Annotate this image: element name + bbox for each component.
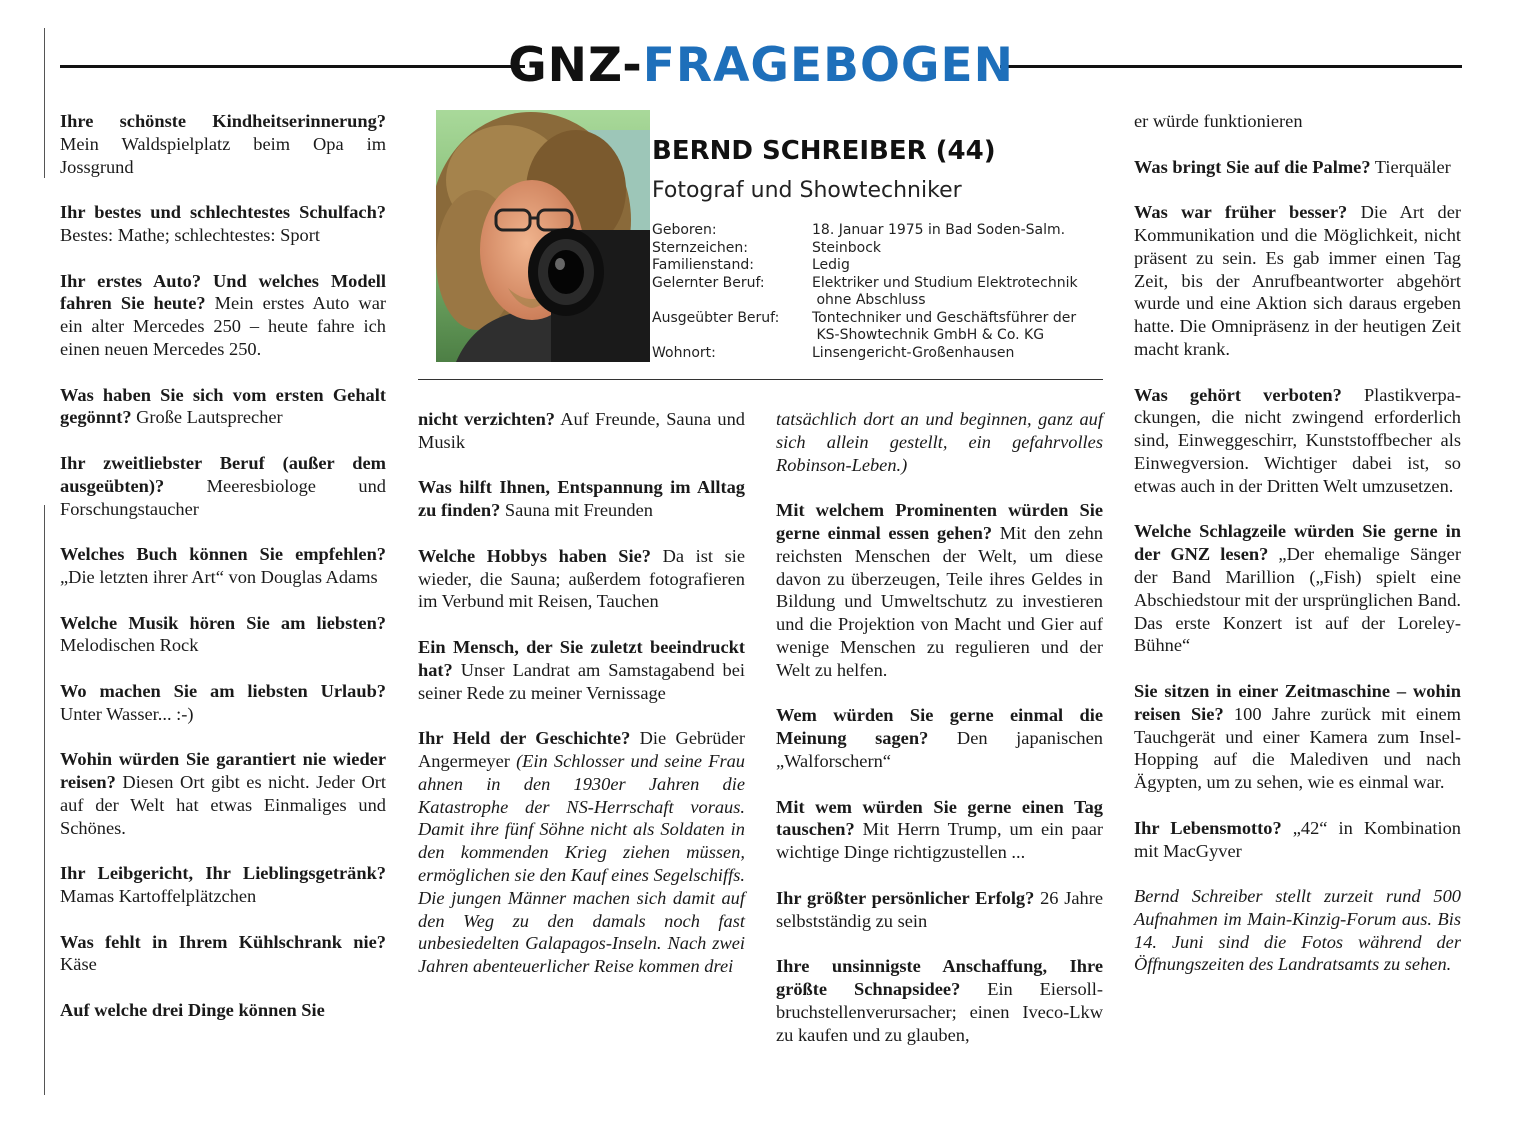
question-text: Ihr größter persönlicher Erfolg? <box>776 887 1035 908</box>
qa-paragraph <box>60 384 386 430</box>
question-text: Was gehört verboten? <box>1134 384 1342 405</box>
italic-text: (Ein Schlosser und seine Frau ahnen in den 1930er Jahren die Katastrophe der NS-Herrschaft voraus. Damit ihre fünf Söhne nicht als Soldaten in den kommenden Krieg ziehen müssen, ermöglichen sie den Kauf eines Segelschiffs. Die jungen Männer machen sich damit auf den Weg zu den damals noch fast unbesiedelten Galapagos-Inseln. Nach zwei Jahren abenteuerlicher Reise kommen drei <box>418 750 745 977</box>
qa-paragraph <box>60 931 386 977</box>
answer-text: Den japanischen „Walforschern“ <box>776 728 1103 771</box>
fact-label: Ausgeübter Beruf: <box>652 309 780 326</box>
qa-paragraph <box>60 862 386 908</box>
qa-paragraph <box>418 408 745 454</box>
answer-text: Mein erstes Auto war ein alter Mercedes 250 – heute fahre ich einen neuen Mercedes 250. <box>60 293 386 359</box>
answer-text: 100 Jahre zurück mit einem Tauchgerät und einer Kamera zum Insel-Hopping auf die Malediven und nach Ägypten, um zu sehen, wie es einmal war. <box>1134 703 1461 793</box>
qa-paragraph <box>776 796 1103 864</box>
answer-text: Ein Eiersollbruchstellenverursacher; einen Iveco-Lkw zu kaufen und zu glauben, <box>776 978 1103 1045</box>
fact-label <box>652 327 812 345</box>
answer-text: Große Lautsprecher <box>131 407 283 428</box>
qa-paragraph <box>60 748 386 839</box>
column-1 <box>60 110 386 1022</box>
question-text: Ihr bestes und schlechtestes Schulfach? <box>60 202 386 223</box>
fact-value: Elektriker und Studium Elektrotechnik <box>812 274 1078 291</box>
question-text: Was haben Sie sich vom ersten Gehalt gegönnt? <box>60 384 386 428</box>
qa-paragraph <box>60 270 386 361</box>
answer-text: Unter Wasser... :-) <box>60 703 194 724</box>
fact-row <box>652 240 1112 258</box>
qa-paragraph <box>1134 110 1461 133</box>
portrait-photo <box>436 110 650 362</box>
question-text: Ihre unsinnigste Anschaffung, Ihre größte Schnapsidee? <box>776 956 1103 999</box>
fact-row <box>652 345 1112 363</box>
qa-paragraph <box>418 636 745 704</box>
qa-paragraph <box>1134 520 1461 657</box>
qa-paragraph <box>418 476 745 522</box>
profile-job: Fotograf und Showtechniker <box>652 178 962 203</box>
question-text: Wo machen Sie am liebsten Urlaub? <box>60 680 386 701</box>
qa-paragraph <box>60 201 386 247</box>
qa-paragraph <box>60 999 386 1022</box>
answer-text: Diesen Ort gibt es nicht. Jeder Ort auf der Welt hat etwas Einmaliges und Schönes. <box>60 772 386 838</box>
qa-paragraph <box>776 499 1103 681</box>
qa-paragraph <box>1134 384 1461 498</box>
qa-paragraph <box>60 543 386 589</box>
fact-value: 18. Januar 1975 in Bad Soden-Salm. <box>812 222 1066 238</box>
fact-row <box>652 222 1112 240</box>
qa-paragraph <box>776 955 1103 1046</box>
answer-text: Sauna mit Freunden <box>500 500 653 521</box>
fact-value: Linsengericht-Großenhausen <box>812 344 1015 361</box>
answer-text: „42“ in Kombination mit MacGyver <box>1134 817 1462 861</box>
column-3 <box>776 408 1103 1046</box>
fact-row <box>652 275 1112 293</box>
margin-rule-bottom <box>44 505 45 1095</box>
page-header <box>60 36 1462 96</box>
question-text: Ihre schönste Kindheitserinnerung? <box>60 111 386 131</box>
question-text: Wohin würden Sie garantiert nie wieder reisen? <box>60 749 386 793</box>
answer-text: „Der ehemalige Sänger der Band Marillion („Fish) spielt eine Abschiedstour mit der ursprünglichen Band. Das erste Konzert ist auf der Loreley-Bühne“ <box>1134 544 1461 656</box>
answer-text: Unser Landrat am Samstagabend bei seiner Rede zu meiner Vernissage <box>418 659 745 703</box>
fact-label: Familienstand: <box>652 257 754 273</box>
fact-row <box>652 310 1112 328</box>
question-text: Wem würden Sie gerne einmal die Meinung sagen? <box>776 705 1103 749</box>
fact-value: ohne Abschluss <box>812 292 926 308</box>
question-text: Was hilft Ihnen, Entspannung im Alltag zu finden? <box>418 477 745 521</box>
qa-paragraph <box>418 545 745 613</box>
qa-paragraph <box>1134 885 1461 976</box>
profile-divider <box>418 379 1103 380</box>
answer-text: Mein Waldspielplatz beim Opa im Jossgrund <box>60 133 386 177</box>
profile-name: BERND SCHREIBER (44) <box>652 136 996 166</box>
margin-rule-top <box>44 28 45 178</box>
question-text: Ihr zweitliebster Beruf (außer dem ausgeübten)? <box>60 452 386 496</box>
question-text: Was bringt Sie auf die Palme? <box>1134 156 1371 177</box>
question-text: nicht verzichten? <box>418 409 555 429</box>
fact-label: Wohnort: <box>652 344 716 361</box>
answer-text: Die Gebrüder Angermeyer <box>418 728 745 771</box>
fact-row <box>652 327 1112 345</box>
qa-paragraph <box>1134 201 1461 361</box>
qa-paragraph <box>1134 817 1461 863</box>
answer-text: 26 Jahre selbstständig zu sein <box>776 887 1103 931</box>
question-text: Mit wem würden Sie gerne einen Tag tauschen? <box>776 796 1103 840</box>
italic-text: Bernd Schreiber stellt zurzeit rund 500 Aufnahmen im Main-Kinzig-Forum aus. Bis 14. Juni sind die Fotos während der Öffnungszeiten des Landratsamts zu sehen. <box>1134 886 1461 975</box>
fact-label: Gelernter Beruf: <box>652 274 765 291</box>
answer-text: Käse <box>60 954 97 975</box>
fact-label <box>652 292 812 310</box>
profile-facts <box>652 222 1112 362</box>
profile-box <box>418 108 1103 384</box>
qa-paragraph <box>60 612 386 658</box>
fact-value: Tontechniker und Geschäftsführer der <box>812 309 1077 326</box>
answer-text: Da ist sie wieder, die Sauna; außerdem fotografieren im Verbund mit Reisen, Tauchen <box>418 545 745 612</box>
question-text: Welche Schlagzeile würden Sie gerne in der GNZ lesen? <box>1134 521 1461 565</box>
fact-label: Geboren: <box>652 222 717 238</box>
page-title <box>60 36 1462 96</box>
answer-text: Tierquäler <box>1370 156 1451 177</box>
qa-paragraph <box>776 704 1103 772</box>
question-text: Welches Buch können Sie empfehlen? <box>60 544 386 565</box>
qa-paragraph <box>60 110 386 178</box>
italic-text: tatsächlich dort an und beginnen, ganz auf sich allein gestellt, ein gefahrvolles Robinson-Leben.) <box>776 409 1103 475</box>
qa-paragraph <box>60 680 386 726</box>
question-text: Auf welche drei Dinge können Sie <box>60 1000 325 1021</box>
answer-text: Mamas Kartoffelplätzchen <box>60 886 257 907</box>
answer-text: Meeresbiologe und Forschungstaucher <box>60 475 386 519</box>
question-text: Was war früher besser? <box>1134 202 1348 223</box>
question-text: Sie sitzen in einer Zeitmaschine – wohin reisen Sie? <box>1134 680 1461 724</box>
qa-paragraph <box>60 452 386 520</box>
question-text: Ihr Held der Geschichte? <box>418 728 631 749</box>
question-text: Ihr erstes Auto? Und welches Modell fahren Sie heute? <box>60 270 386 314</box>
qa-paragraph <box>776 408 1103 476</box>
answer-text: „Die letzten ihrer Art“ von Douglas Adams <box>60 566 378 587</box>
answer-text: Mit den zehn reichsten Menschen der Welt, um diese davon zu überzeugen, Teile ihres Geldes in Bildung und Umweltschutz zu investieren und die Projektion von Macht und Gier auf wenige Menschen zu regulieren und der Welt zu helfen. <box>776 522 1104 680</box>
title-fragebogen: FRAGEBOGEN <box>642 38 1014 93</box>
answer-text: Mit Herrn Trump, um ein paar wichtige Dinge richtigzustellen ... <box>776 819 1103 863</box>
fact-value: KS-Showtechnik GmbH & Co. KG <box>812 327 1045 343</box>
question-text: Ihr Lebensmotto? <box>1134 817 1282 838</box>
question-text: Ihr Leibgericht, Ihr Lieblingsgetränk? <box>60 863 386 884</box>
fact-row <box>652 292 1112 310</box>
question-text: Mit welchem Prominenten würden Sie gerne einmal essen gehen? <box>776 500 1103 543</box>
column-4 <box>1134 110 1461 976</box>
answer-text: Melodischen Rock <box>60 635 199 656</box>
answer-text: Auf Freunde, Sauna und Musik <box>418 409 745 452</box>
answer-text: Bestes: Mathe; schlechtestes: Sport <box>60 224 320 245</box>
column-2 <box>418 408 745 978</box>
question-text: Welche Musik hören Sie am liebsten? <box>60 612 386 633</box>
answer-text: Die Art der Kommunikation und die Möglichkeit, nicht präsent zu sein. Es gab immer einen Tag Zeit, bis der Anrufbeantworter abgehört wurde und eine Aktion sich daraus ergeben hatte. Die Omnipräsenz in der heutigen Zeit macht krank. <box>1134 202 1461 359</box>
qa-paragraph <box>1134 156 1461 179</box>
fact-value: Ledig <box>812 257 850 273</box>
fact-label: Sternzeichen: <box>652 239 748 256</box>
question-text: Welche Hobbys haben Sie? <box>418 545 651 566</box>
qa-paragraph <box>776 887 1103 933</box>
question-text: Ein Mensch, der Sie zuletzt beeindruckt hat? <box>418 636 745 680</box>
fact-value: Steinbock <box>812 239 882 256</box>
fact-row <box>652 257 1112 275</box>
title-gnz: GNZ- <box>508 38 643 93</box>
answer-text: Plastikverpackungen, die nicht zwingend erforderlich sind, Einweggeschirr, Kunststoffbecher als Einwegversion. Wichtiger dabei ist, so etwas auch in der Dritten Welt umzusetzen. <box>1134 384 1461 496</box>
qa-paragraph <box>418 727 745 978</box>
question-text: Was fehlt in Ihrem Kühlschrank nie? <box>60 931 386 952</box>
answer-text: er würde funktionieren <box>1134 111 1303 131</box>
qa-paragraph <box>1134 680 1461 794</box>
